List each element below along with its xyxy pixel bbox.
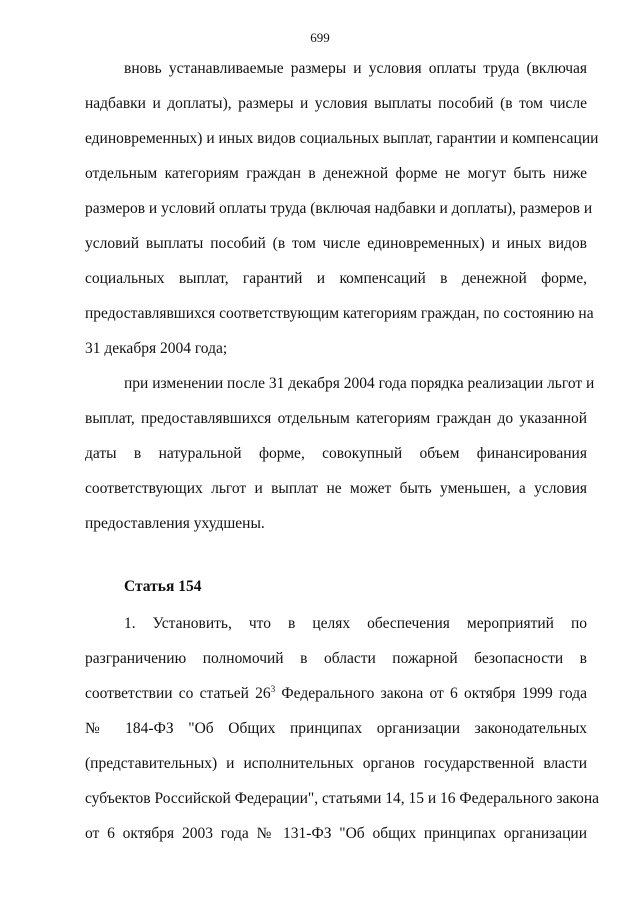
paragraph-line: выплат, предоставлявшихся отдельным категориям граждан до указанной [85, 410, 587, 427]
article-heading: Статья 154 [124, 578, 202, 595]
paragraph-line: социальных выплат, гарантий и компенсаций в денежной форме, [85, 270, 587, 287]
paragraph-line: (представительных) и исполнительных органов государственной власти [85, 755, 587, 772]
paragraph-line: вновь устанавливаемые размеры и условия оплаты труда (включая [124, 60, 587, 77]
paragraph-line: надбавки и доплаты), размеры и условия выплаты пособий (в том числе [85, 95, 587, 112]
paragraph-line: отдельным категориям граждан в денежной форме не могут быть ниже [85, 165, 587, 182]
paragraph-line: соответствующих льгот и выплат не может быть уменьшен, а условия [85, 480, 587, 497]
paragraph-line [85, 684, 587, 704]
paragraph-line: размеров и условий оплаты труда (включая надбавки и доплаты), размеров и [85, 200, 593, 217]
paragraph-line: условий выплаты пособий (в том числе единовременных) и иных видов [85, 235, 587, 252]
paragraph-line: № 184-ФЗ "Об Общих принципах организации законодательных [85, 720, 587, 737]
paragraph-line: 1. Установить, что в целях обеспечения мероприятий по [124, 615, 587, 632]
paragraph-line: даты в натуральной форме, совокупный объем финансирования [85, 445, 587, 462]
paragraph-line: субъектов Российской Федерации", статьями 14, 15 и 16 Федерального закона [85, 790, 600, 807]
paragraph-line: 31 декабря 2004 года; [85, 340, 228, 357]
superscript: 3 [270, 684, 276, 694]
paragraph-line: предоставления ухудшены. [85, 515, 265, 532]
paragraph-line: единовременных) и иных видов социальных выплат, гарантии и компенсации [85, 130, 599, 147]
paragraph-line: от 6 октября 2003 года № 131-ФЗ "Об общих принципах организации [85, 825, 587, 842]
page-number: 699 [310, 30, 330, 45]
paragraph-line: при изменении после 31 декабря 2004 года порядка реализации льгот и [124, 375, 595, 392]
text-segment: соответствии со статьей 26 [85, 685, 271, 702]
text-segment: Федерального закона от 6 октября 1999 года [275, 685, 587, 702]
paragraph-line: предоставлявшихся соответствующим категориям граждан, по состоянию на [85, 305, 594, 322]
paragraph-line: разграничению полномочий в области пожарной безопасности в [85, 650, 587, 667]
